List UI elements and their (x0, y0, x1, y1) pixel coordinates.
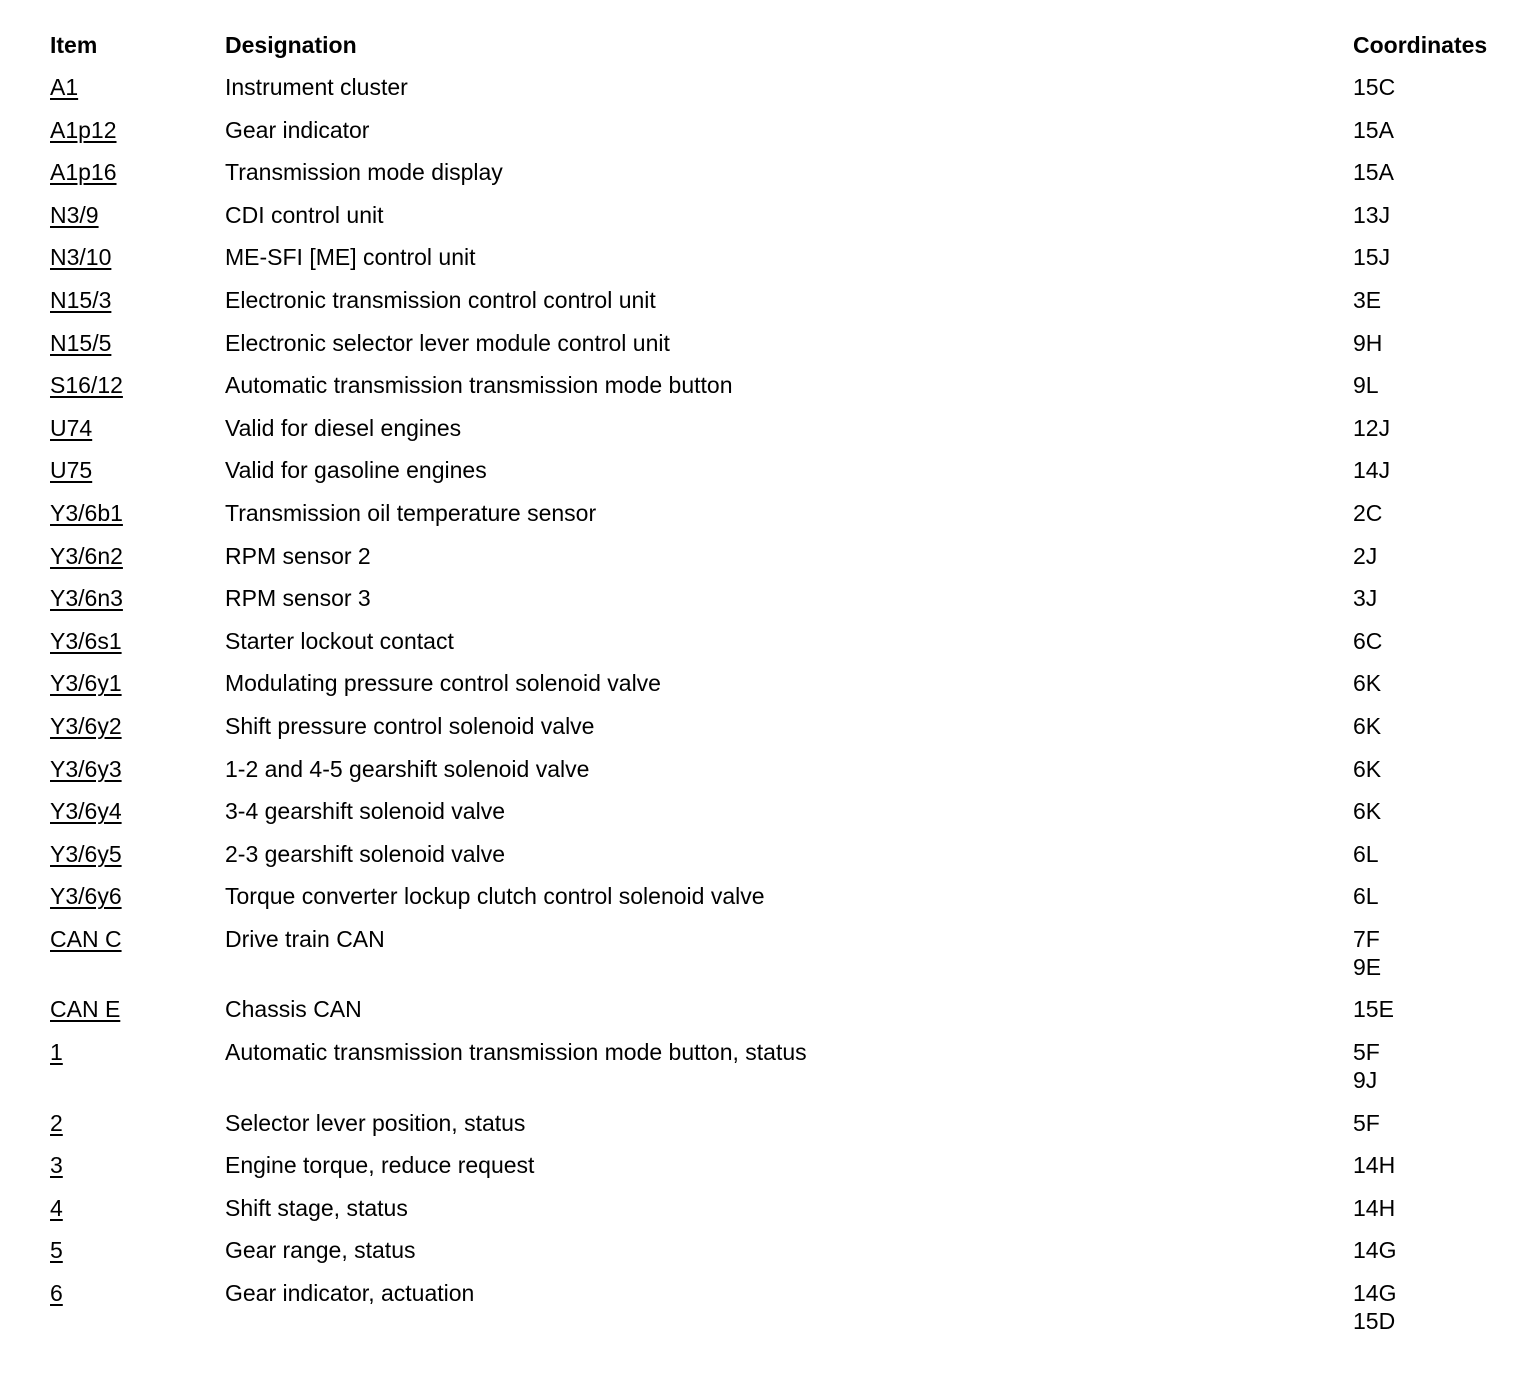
table-row (50, 995, 1520, 1023)
designation-cell: Gear range, status (225, 1237, 416, 1264)
item-link[interactable]: N3/9 (50, 201, 99, 228)
item-link[interactable]: U75 (50, 457, 93, 484)
item-cell (50, 755, 225, 783)
coordinates-cell (1353, 1109, 1520, 1137)
item-cell (50, 797, 225, 825)
item-link[interactable]: Y3/6n3 (50, 585, 123, 612)
coordinates-cell (1353, 1038, 1520, 1094)
designation-cell: RPM sensor 2 (225, 542, 371, 569)
item-link[interactable]: A1p12 (50, 116, 117, 143)
designation-cell: 1-2 and 4-5 gearshift solenoid valve (225, 755, 590, 782)
item-link[interactable]: Y3/6y2 (50, 712, 122, 739)
coordinate-value: 14H (1353, 1152, 1396, 1179)
item-link[interactable]: CAN C (50, 925, 122, 952)
item-link[interactable]: 2 (50, 1109, 63, 1136)
coordinate-value: 6K (1353, 712, 1382, 739)
table-row (50, 1038, 1520, 1094)
designation-cell: Chassis CAN (225, 996, 362, 1023)
item-cell (50, 995, 225, 1023)
designation-cell: Electronic selector lever module control unit (225, 329, 670, 356)
item-cell (50, 925, 225, 953)
item-link[interactable]: N15/5 (50, 329, 112, 356)
designation-cell: Selector lever position, status (225, 1109, 526, 1136)
designation-cell: CDI control unit (225, 201, 384, 228)
item-link[interactable]: 1 (50, 1039, 63, 1066)
legend-table (50, 31, 1520, 1350)
table-row (50, 1194, 1520, 1222)
table-row (50, 840, 1520, 868)
item-cell (50, 286, 225, 314)
table-body (50, 73, 1520, 1335)
item-cell (50, 329, 225, 357)
coordinate-value: 3J (1353, 585, 1378, 612)
coordinate-value: 13J (1353, 201, 1391, 228)
table-header (50, 31, 1520, 59)
item-cell (50, 499, 225, 527)
item-link[interactable]: Y3/6b1 (50, 499, 123, 526)
item-cell (50, 712, 225, 740)
table-row (50, 243, 1520, 271)
table-row (50, 329, 1520, 357)
coordinate-value: 6K (1353, 670, 1382, 697)
coordinates-cell (1353, 243, 1520, 271)
item-column-header: Item (50, 32, 98, 58)
coordinate-value: 9J (1353, 1067, 1378, 1094)
coordinates-cell (1353, 925, 1520, 981)
designation-cell: RPM sensor 3 (225, 585, 371, 612)
item-link[interactable]: CAN E (50, 996, 121, 1023)
item-link[interactable]: Y3/6y5 (50, 840, 122, 867)
coordinates-cell (1353, 755, 1520, 783)
item-cell (50, 627, 225, 655)
coordinates-cell (1353, 627, 1520, 655)
item-link[interactable]: Y3/6y6 (50, 883, 122, 910)
item-link[interactable]: Y3/6y1 (50, 670, 122, 697)
coordinate-value: 6K (1353, 798, 1382, 825)
coordinates-cell (1353, 371, 1520, 399)
table-row (50, 1236, 1520, 1264)
coordinates-cell (1353, 158, 1520, 186)
coordinates-cell (1353, 116, 1520, 144)
coordinate-value: 9H (1353, 329, 1383, 356)
designation-cell: Electronic transmission control control unit (225, 286, 656, 313)
item-link[interactable]: 5 (50, 1237, 63, 1264)
designation-cell: 2-3 gearshift solenoid valve (225, 840, 505, 867)
coordinates-cell (1353, 329, 1520, 357)
item-cell (50, 414, 225, 442)
coordinates-cell (1353, 73, 1520, 101)
item-link[interactable]: Y3/6y3 (50, 755, 122, 782)
table-row (50, 755, 1520, 783)
item-cell (50, 371, 225, 399)
designation-cell: 3-4 gearshift solenoid valve (225, 798, 505, 825)
table-row (50, 414, 1520, 442)
designation-cell: Valid for diesel engines (225, 414, 462, 441)
item-link[interactable]: 6 (50, 1280, 63, 1307)
table-row (50, 797, 1520, 825)
table-row (50, 1109, 1520, 1137)
coordinate-value: 14J (1353, 457, 1391, 484)
coordinate-value: 14H (1353, 1194, 1396, 1221)
item-link[interactable]: N15/3 (50, 286, 112, 313)
coordinate-value: 9E (1353, 953, 1382, 980)
coordinates-cell (1353, 584, 1520, 612)
item-cell (50, 116, 225, 144)
coordinates-column-header: Coordinates (1353, 32, 1488, 58)
designation-cell: Transmission oil temperature sensor (225, 499, 597, 526)
table-row (50, 73, 1520, 101)
designation-cell: Engine torque, reduce request (225, 1152, 535, 1179)
table-row (50, 456, 1520, 484)
item-link[interactable]: A1p16 (50, 159, 117, 186)
coordinates-cell (1353, 1194, 1520, 1222)
coordinate-value: 3E (1353, 286, 1382, 313)
item-cell (50, 1236, 225, 1264)
coordinate-value: 6K (1353, 755, 1382, 782)
coordinate-value: 2J (1353, 542, 1378, 569)
coordinate-value: 15A (1353, 116, 1394, 143)
coordinate-value: 15J (1353, 244, 1391, 271)
designation-cell: Gear indicator, actuation (225, 1280, 475, 1307)
table-row (50, 371, 1520, 399)
designation-cell: Shift stage, status (225, 1194, 408, 1221)
designation-cell: Shift pressure control solenoid valve (225, 712, 595, 739)
coordinates-cell (1353, 712, 1520, 740)
item-cell (50, 584, 225, 612)
table-row (50, 925, 1520, 981)
coordinates-cell (1353, 669, 1520, 697)
item-link[interactable]: 3 (50, 1152, 63, 1179)
designation-column-header: Designation (225, 32, 357, 58)
item-cell (50, 840, 225, 868)
coordinate-value: 15C (1353, 74, 1396, 100)
coordinate-value: 14G (1353, 1237, 1397, 1264)
coordinate-value: 15D (1353, 1308, 1396, 1335)
designation-cell: Drive train CAN (225, 925, 385, 952)
designation-cell: Starter lockout contact (225, 627, 454, 654)
table-row (50, 542, 1520, 570)
item-link[interactable]: U74 (50, 414, 93, 441)
item-cell (50, 1151, 225, 1179)
coordinates-cell (1353, 499, 1520, 527)
table-row (50, 1151, 1520, 1179)
table-row (50, 1279, 1520, 1335)
item-link[interactable]: A1 (50, 74, 79, 100)
item-cell (50, 542, 225, 570)
coordinate-value: 15E (1353, 996, 1394, 1023)
item-link[interactable]: Y3/6s1 (50, 627, 122, 654)
coordinates-cell (1353, 1151, 1520, 1179)
coordinates-cell (1353, 542, 1520, 570)
coordinates-cell (1353, 840, 1520, 868)
designation-cell: ME-SFI [ME] control unit (225, 244, 476, 271)
item-cell (50, 201, 225, 229)
coordinates-cell (1353, 995, 1520, 1023)
coordinate-value: 6L (1353, 883, 1379, 910)
item-link[interactable]: 4 (50, 1194, 63, 1221)
designation-cell: Torque converter lockup clutch control solenoid valve (225, 883, 765, 910)
coordinate-value: 12J (1353, 414, 1391, 441)
table-row (50, 116, 1520, 144)
item-cell (50, 1038, 225, 1066)
coordinates-cell (1353, 882, 1520, 910)
coordinate-value: 7F (1353, 925, 1380, 952)
coordinates-cell (1353, 201, 1520, 229)
coordinate-value: 6C (1353, 627, 1383, 654)
table-row (50, 584, 1520, 612)
coordinate-value: 6L (1353, 840, 1379, 867)
item-cell (50, 669, 225, 697)
item-cell (50, 1279, 225, 1307)
coordinate-value: 15A (1353, 159, 1394, 186)
item-link[interactable]: N3/10 (50, 244, 112, 271)
item-cell (50, 73, 225, 101)
item-cell (50, 882, 225, 910)
coordinates-cell (1353, 797, 1520, 825)
coordinate-value: 5F (1353, 1039, 1380, 1066)
item-link[interactable]: S16/12 (50, 372, 123, 399)
coordinates-cell (1353, 1236, 1520, 1264)
coordinate-value: 5F (1353, 1109, 1380, 1136)
table-row (50, 158, 1520, 186)
table-row (50, 286, 1520, 314)
table-row (50, 201, 1520, 229)
item-link[interactable]: Y3/6n2 (50, 542, 123, 569)
table-row (50, 499, 1520, 527)
table-row (50, 669, 1520, 697)
table-row (50, 627, 1520, 655)
coordinate-value: 9L (1353, 372, 1379, 399)
table-row (50, 882, 1520, 910)
item-cell (50, 158, 225, 186)
designation-cell: Instrument cluster (225, 74, 408, 100)
item-cell (50, 1194, 225, 1222)
table-row (50, 712, 1520, 740)
item-link[interactable]: Y3/6y4 (50, 798, 122, 825)
item-cell (50, 243, 225, 271)
designation-cell: Automatic transmission transmission mode button (225, 372, 733, 399)
coordinate-value: 2C (1353, 499, 1383, 526)
coordinates-cell (1353, 456, 1520, 484)
designation-cell: Transmission mode display (225, 159, 503, 186)
designation-cell: Gear indicator (225, 116, 370, 143)
item-cell (50, 456, 225, 484)
coordinates-cell (1353, 414, 1520, 442)
coordinates-cell (1353, 1279, 1520, 1335)
designation-cell: Automatic transmission transmission mode button, status (225, 1039, 807, 1066)
designation-cell: Modulating pressure control solenoid valve (225, 670, 661, 697)
designation-cell: Valid for gasoline engines (225, 457, 487, 484)
item-cell (50, 1109, 225, 1137)
coordinate-value: 14G (1353, 1280, 1397, 1307)
coordinates-cell (1353, 286, 1520, 314)
